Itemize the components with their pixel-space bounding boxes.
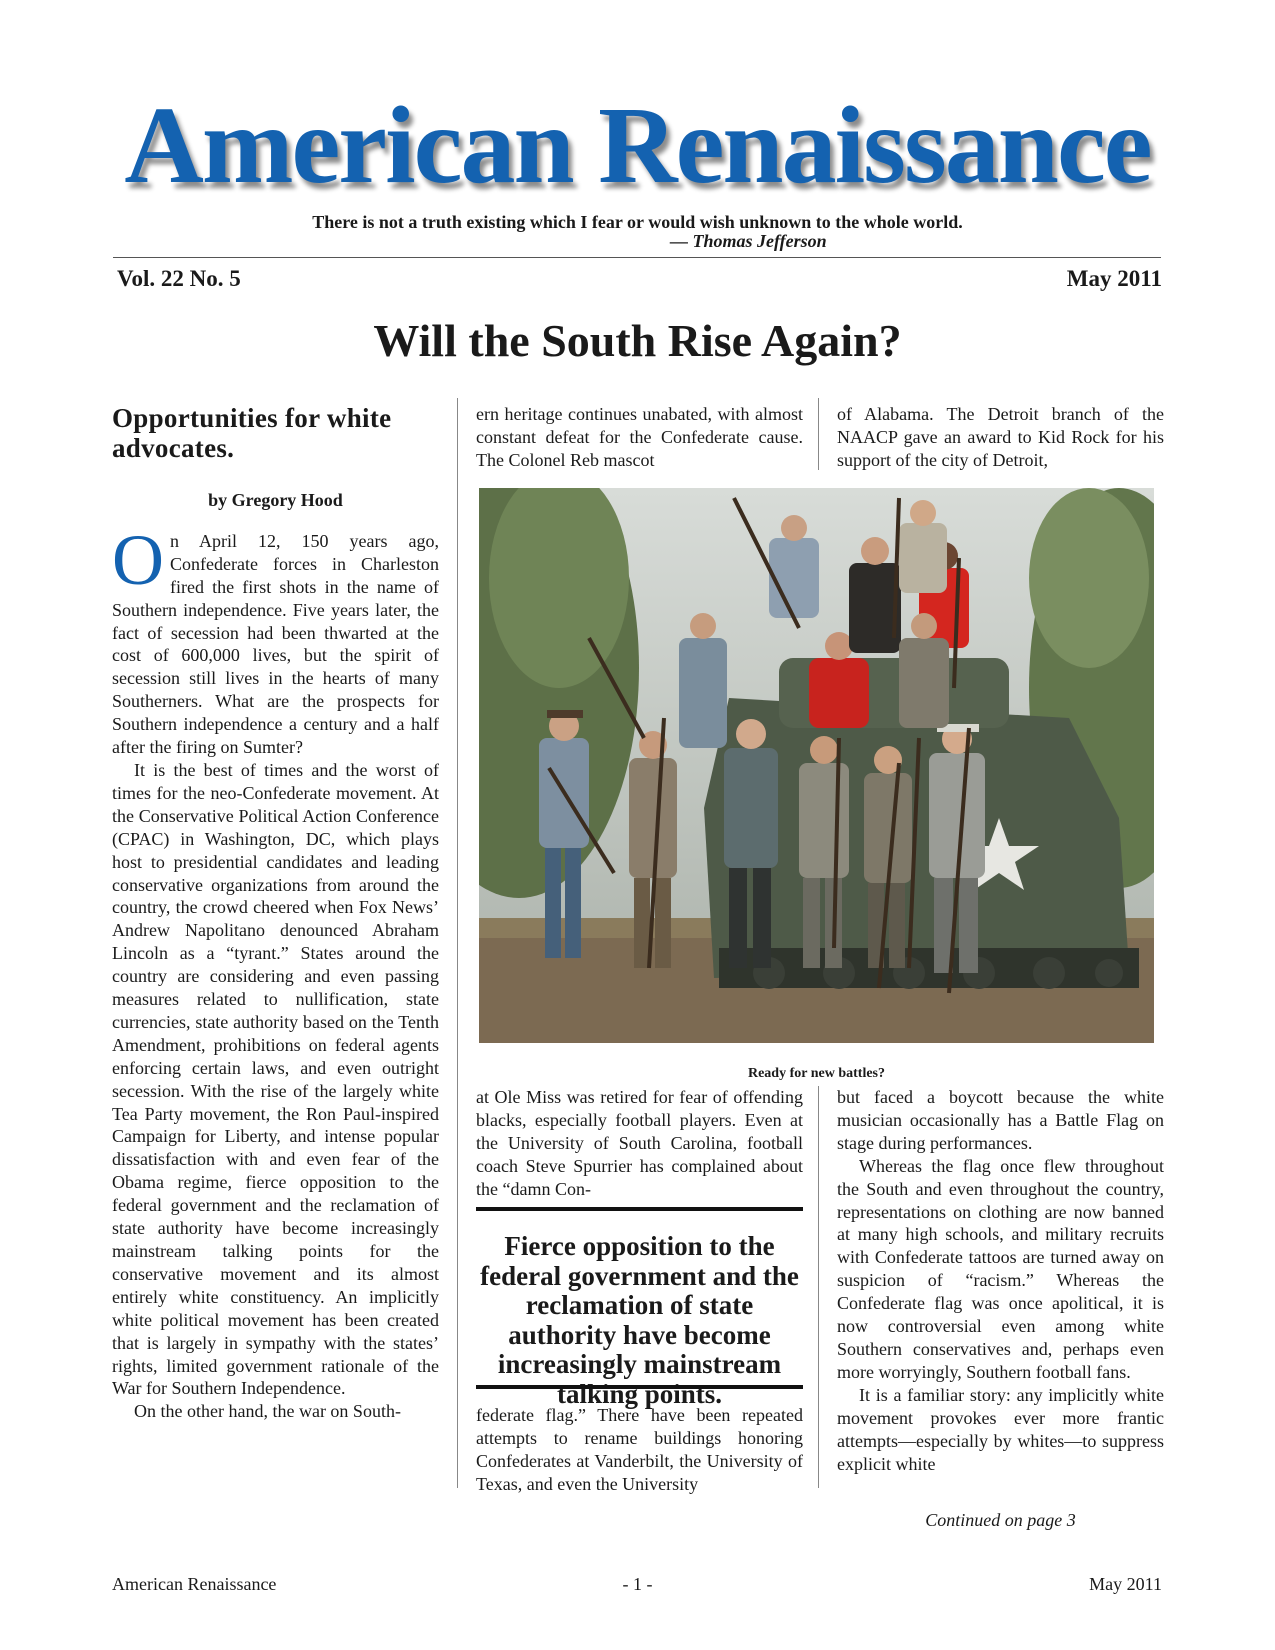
header-rule xyxy=(113,257,1161,258)
pull-quote: Fierce opposition to the federal government and the reclamation of state authority have become increasingly mainstream talking points. xyxy=(480,1231,799,1409)
article-byline: by Gregory Hood xyxy=(208,490,343,510)
column-3-bottom xyxy=(837,1086,1164,1475)
photo-caption: Ready for new battles? xyxy=(747,1066,885,1081)
paragraph-3: On the other hand, the war on South- xyxy=(134,1401,401,1422)
continued-note: Continued on page 3 xyxy=(925,1510,1076,1530)
masthead-quote: There is not a truth existing which I fear or would wish unknown to the whole world. xyxy=(312,212,963,232)
column-divider-1 xyxy=(457,398,458,1488)
column-divider-2-top xyxy=(818,398,819,470)
paragraph-1 xyxy=(112,519,439,759)
photo-illustration xyxy=(479,488,1154,1043)
pull-quote-bottom-rule xyxy=(476,1385,803,1389)
footer-date: May 2011 xyxy=(1089,1574,1162,1594)
quote-attribution: — Thomas Jefferson xyxy=(670,231,827,251)
column-divider-2-bottom xyxy=(818,1086,819,1488)
column-2-middle: at Ole Miss was retired for fear of offending blacks, especially football players. Even at the University of South Carolina, football coach Steve Spurrier has complained about the “damn Con- xyxy=(476,1087,803,1199)
column-1 xyxy=(112,403,439,1423)
column-2-top: ern heritage continues unabated, with almost constant defeat for the Confederate cause. The Colonel Reb mascot xyxy=(476,404,803,470)
footer-publication: American Renaissance xyxy=(112,1574,277,1594)
col3-paragraph-2: Whereas the flag once flew throughout the South and even throughout the country, representations on clothing are now banned at many high schools, and military recruits with Confederate tattoos are turned away on suspicion of “racism.” Whereas the Confederate flag was once apolitical, it is now controversial even among white Southern conservatives and, perhaps even more worryingly, Southern football fans. xyxy=(837,1155,1164,1382)
paragraph-2: It is the best of times and the worst of times for the neo-Confederate movement. At the Conservative Political Action Conference (CPAC) in Washington, DC, which plays host to presidential candidates and leading conservative organizations from around the country, the crowd cheered when Fox News’ Andrew Napolitano denounced Abraham Lincoln as a “tyrant.” States around the country are considering and even passing measures related to nullification, state currencies, state authority based on the Tenth Amendment, prohibitions on federal agents enforcing certain laws, and even outright secession. With the rise of the largely white Tea Party movement, the Ron Paul-inspired Campaign for Liberty, and intense popular dissatisfaction with and even fear of the Obama regime, fierce opposition to the federal government and the reclamation of state authority have become increasingly mainstream talking points for the conservative movement and its almost entirely white constituency. An implicitly white political movement has been created that is largely in sympathy with the states’ rights, limited government rationale of the War for Southern Independence. xyxy=(112,759,439,1399)
issue-date: May 2011 xyxy=(1066,266,1162,291)
reenactors-photo xyxy=(479,488,1154,1043)
column-3-top: of Alabama. The Detroit branch of the NAACP gave an award to Kid Rock for his support of the city of Detroit, xyxy=(837,404,1164,470)
issue-volume: Vol. 22 No. 5 xyxy=(117,266,241,291)
pull-quote-top-rule xyxy=(476,1207,803,1211)
col3-paragraph-1: but faced a boycott because the white musician occasionally has a Battle Flag on stage during performances. xyxy=(837,1087,1164,1153)
masthead-title: American Renaissance xyxy=(124,84,1151,206)
article-subhead: Opportunities for white advocates. xyxy=(112,403,392,463)
footer-page-number: - 1 - xyxy=(622,1574,653,1594)
paragraph-1-text: n April 12, 150 years ago, Confederate forces in Charleston fired the first shots in the name of Southern independence. Five years later, the fact of secession had been thwarted at the cost of 600,000 lives, but the spirit of secession still lives in the hearts of many Southerners. What are the prospects for Southern independence a century and a half after the firing on Sumter? xyxy=(112,530,439,758)
article-headline: Will the South Rise Again? xyxy=(373,315,902,366)
drop-cap: O xyxy=(112,519,164,600)
column-2-bottom: federate flag.” There have been repeated attempts to rename buildings honoring Confederates at Vanderbilt, the University of Texas, and even the University xyxy=(476,1405,803,1494)
col3-paragraph-3: It is a familiar story: any implicitly white movement provokes ever more frantic attempts—especially by whites—to suppress explicit white xyxy=(837,1384,1164,1474)
